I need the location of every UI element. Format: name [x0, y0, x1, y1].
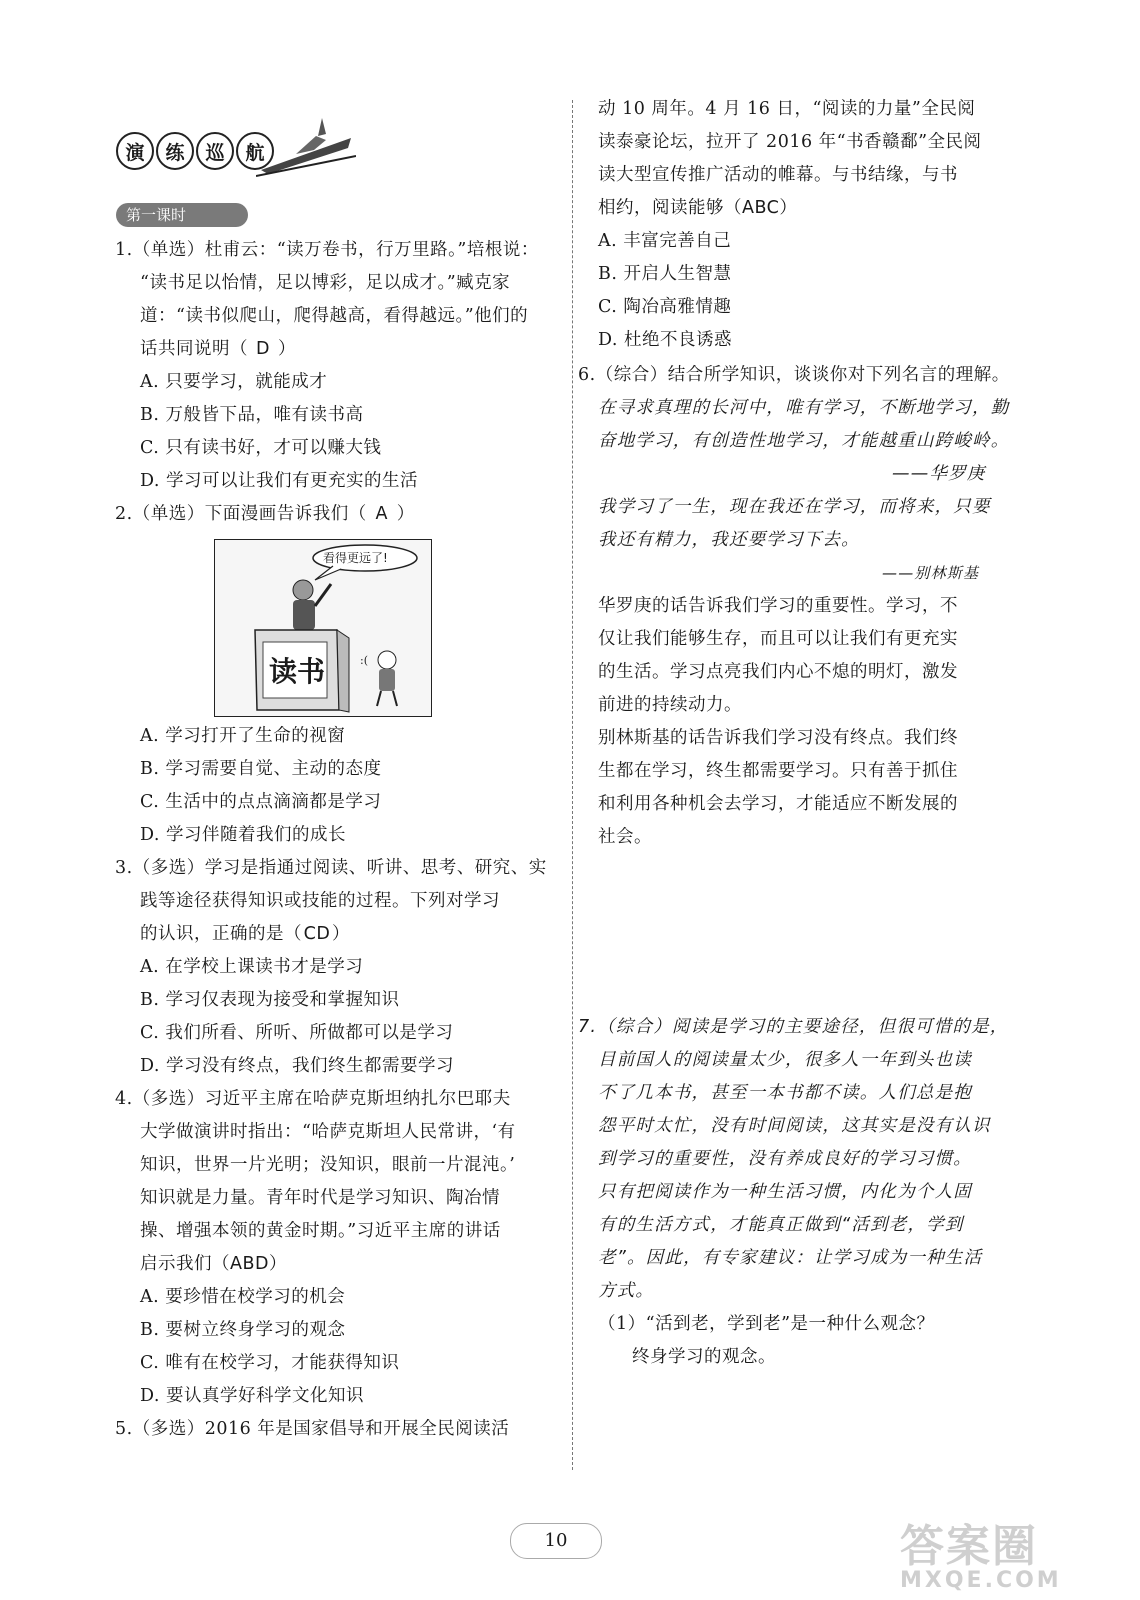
q4-option: C. 唯有在校学习，才能获得知识	[140, 1353, 400, 1373]
reading-cartoon	[214, 539, 432, 717]
lesson-tag: 第一课时	[116, 203, 248, 227]
q5-option: B. 开启人生智慧	[598, 264, 732, 284]
q3-option: B. 学习仅表现为接受和掌握知识	[140, 990, 400, 1010]
q1-stem-text: 话共同说明（	[140, 339, 248, 359]
q7-stem-line: 只有把阅读作为一种生活习惯，内化为个人固	[598, 1182, 972, 1202]
q7-stem-line: 目前国人的阅读量太少，很多人一年到头也读	[598, 1050, 972, 1070]
section-banner	[116, 108, 356, 180]
banner-char: 练	[156, 132, 194, 170]
q5-stem-line: 动 10 周年。4 月 16 日，“阅读的力量”全民阅	[598, 99, 976, 119]
q2-option: A. 学习打开了生命的视窗	[140, 726, 346, 746]
q4-option: B. 要树立终身学习的观念	[140, 1320, 346, 1340]
q6-answer-line: 和利用各种机会去学习，才能适应不断发展的	[598, 794, 958, 814]
paren-close: ）	[278, 339, 296, 359]
banner-char: 巡	[196, 132, 234, 170]
q6-answer-line: 别林斯基的话告诉我们学习没有终点。我们终	[598, 728, 958, 748]
paren-close: ）	[396, 504, 415, 524]
paren-close: ）	[332, 924, 350, 944]
q3-stem-line: 3.（多选）学习是指通过阅读、听讲、思考、研究、实	[115, 858, 547, 878]
column-divider	[572, 100, 573, 1470]
q4-stem-line: 知识，世界一片光明；没知识，眼前一片混沌。’	[140, 1155, 516, 1175]
paren-close: ）	[779, 198, 798, 218]
q3-stem-text: 的认识，正确的是（	[140, 924, 302, 944]
q1-option: B. 万般皆下品，唯有读书高	[140, 405, 364, 425]
q5-stem-line: 读泰豪论坛，拉开了 2016 年“书香赣鄱”全民阅	[598, 132, 982, 152]
banner-char: 演	[116, 132, 154, 170]
q4-option: A. 要珍惜在校学习的机会	[140, 1287, 346, 1307]
q4-option: D. 要认真学好科学文化知识	[140, 1386, 365, 1406]
q1-stem-line: 1.（单选）杜甫云：“读万卷书，行万里路。”培根说：	[115, 240, 539, 260]
q2-option: D. 学习伴随着我们的成长	[140, 825, 347, 845]
watermark-url: MXQE.COM	[900, 1568, 1062, 1593]
q4-stem-line: 4.（多选）习近平主席在哈萨克斯坦纳扎尔巴耶夫	[115, 1089, 511, 1109]
q2-stem-text: 2.（单选）下面漫画告诉我们（	[115, 504, 367, 524]
q2-stem	[115, 501, 415, 527]
q6-author1: ——华罗庚	[892, 464, 986, 484]
q1-answer: D	[256, 339, 270, 359]
q5-stem-line: 5.（多选）2016 年是国家倡导和开展全民阅读活	[115, 1419, 510, 1439]
q5-option: C. 陶冶高雅情趣	[598, 297, 732, 317]
q7-stem-line: 不了几本书，甚至一本书都不读。人们总是抱	[598, 1083, 972, 1103]
watermark	[900, 1510, 1120, 1600]
q7-sub1: （1）“活到老，学到老”是一种什么观念？	[598, 1314, 935, 1334]
q7-stem-line: 方式。	[598, 1281, 655, 1301]
q3-stem-line: 践等途径获得知识或技能的过程。下列对学习	[140, 891, 500, 911]
q4-stem-text: 启示我们（	[140, 1254, 230, 1274]
q3-option: C. 我们所看、所听、所做都可以是学习	[140, 1023, 454, 1043]
q5-answer: ABC	[742, 198, 780, 218]
q7-stem-line: 老”。因此，有专家建议：让学习成为一种生活	[598, 1248, 983, 1268]
book-title: 读书	[269, 655, 326, 688]
q5-option: A. 丰富完善自己	[598, 231, 732, 251]
q6-answer-line: 前进的持续动力。	[598, 695, 742, 715]
q6-answer-line: 的生活。学习点亮我们内心不熄的明灯，激发	[598, 662, 958, 682]
q1-option: A. 只要学习，就能成才	[140, 372, 328, 392]
q7-stem-line: 到学习的重要性，没有养成良好的学习习惯。	[598, 1149, 972, 1169]
banner-char: 航	[236, 132, 274, 170]
paren-close: ）	[268, 1254, 287, 1274]
q7-sub1-answer: 终身学习的观念。	[632, 1347, 776, 1367]
q5-stem-last	[598, 195, 797, 221]
q1-option: D. 学习可以让我们有更充实的生活	[140, 471, 419, 491]
q4-stem-last	[140, 1251, 287, 1277]
q1-stem-line: “读书足以怡情，足以博彩，足以成才。”臧克家	[140, 273, 511, 293]
q2-option: C. 生活中的点点滴滴都是学习	[140, 792, 382, 812]
q5-stem-line: 读大型宣传推广活动的帷幕。与书结缘，与书	[598, 165, 958, 185]
q6-quote2-line: 我还有精力，我还要学习下去。	[598, 530, 860, 550]
q6-quote1-line: 奋地学习，有创造性地学习，才能越重山跨峻岭。	[598, 431, 1010, 451]
q6-quote2-line: 我学习了一生，现在我还在学习，而将来，只要	[598, 497, 991, 517]
q7-stem-line: 怨平时太忙，没有时间阅读，这其实是没有认识	[598, 1116, 991, 1136]
q3-answer: CD	[303, 924, 331, 944]
watermark-logo: 答案圈	[900, 1521, 1038, 1572]
q2-answer: A	[375, 504, 388, 524]
q4-stem-line: 操、增强本领的黄金时期。”习近平主席的讲话	[140, 1221, 501, 1241]
q3-option: A. 在学校上课读书才是学习	[140, 957, 364, 977]
speech-bubble-text: 看得更远了!	[323, 551, 388, 565]
q1-option: C. 只有读书好，才可以赚大钱	[140, 438, 382, 458]
q6-answer-line: 生都在学习，终生都需要学习。只有善于抓住	[598, 761, 958, 781]
svg-text::(: :(	[360, 654, 368, 667]
q4-answer: ABD	[230, 1254, 269, 1274]
q6-answer-line: 华罗庚的话告诉我们学习的重要性。学习，不	[598, 596, 958, 616]
q6-quote1-line: 在寻求真理的长河中，唯有学习，不断地学习，勤	[598, 398, 1010, 418]
q6-author2: ——别林斯基	[882, 564, 980, 582]
q1-stem-line: 道：“读书似爬山，爬得越高，看得越远。”他们的	[140, 306, 529, 326]
page-number: 10	[510, 1523, 602, 1559]
q6-stem: 6.（综合）结合所学知识，谈谈你对下列名言的理解。	[578, 365, 1010, 385]
q3-option: D. 学习没有终点，我们终生都需要学习	[140, 1056, 455, 1076]
q6-answer-line: 仅让我们能够生存，而且可以让我们有更充实	[598, 629, 958, 649]
q1-stem-last	[140, 336, 296, 362]
q4-stem-line: 大学做演讲时指出：“哈萨克斯坦人民常讲，‘有	[140, 1122, 516, 1142]
q5-stem-text: 相约，阅读能够（	[598, 198, 742, 218]
q5-option: D. 杜绝不良诱惑	[598, 330, 733, 350]
q7-stem-line: 7.（综合）阅读是学习的主要途径，但很可惜的是，	[578, 1017, 1009, 1037]
q4-stem-line: 知识就是力量。青年时代是学习知识、陶冶情	[140, 1188, 500, 1208]
ship-icon	[256, 108, 356, 178]
q3-stem-last	[140, 921, 350, 947]
q2-option: B. 学习需要自觉、主动的态度	[140, 759, 382, 779]
q6-answer-line: 社会。	[598, 827, 652, 847]
q7-stem-line: 有的生活方式，才能真正做到“活到老，学到	[598, 1215, 964, 1235]
